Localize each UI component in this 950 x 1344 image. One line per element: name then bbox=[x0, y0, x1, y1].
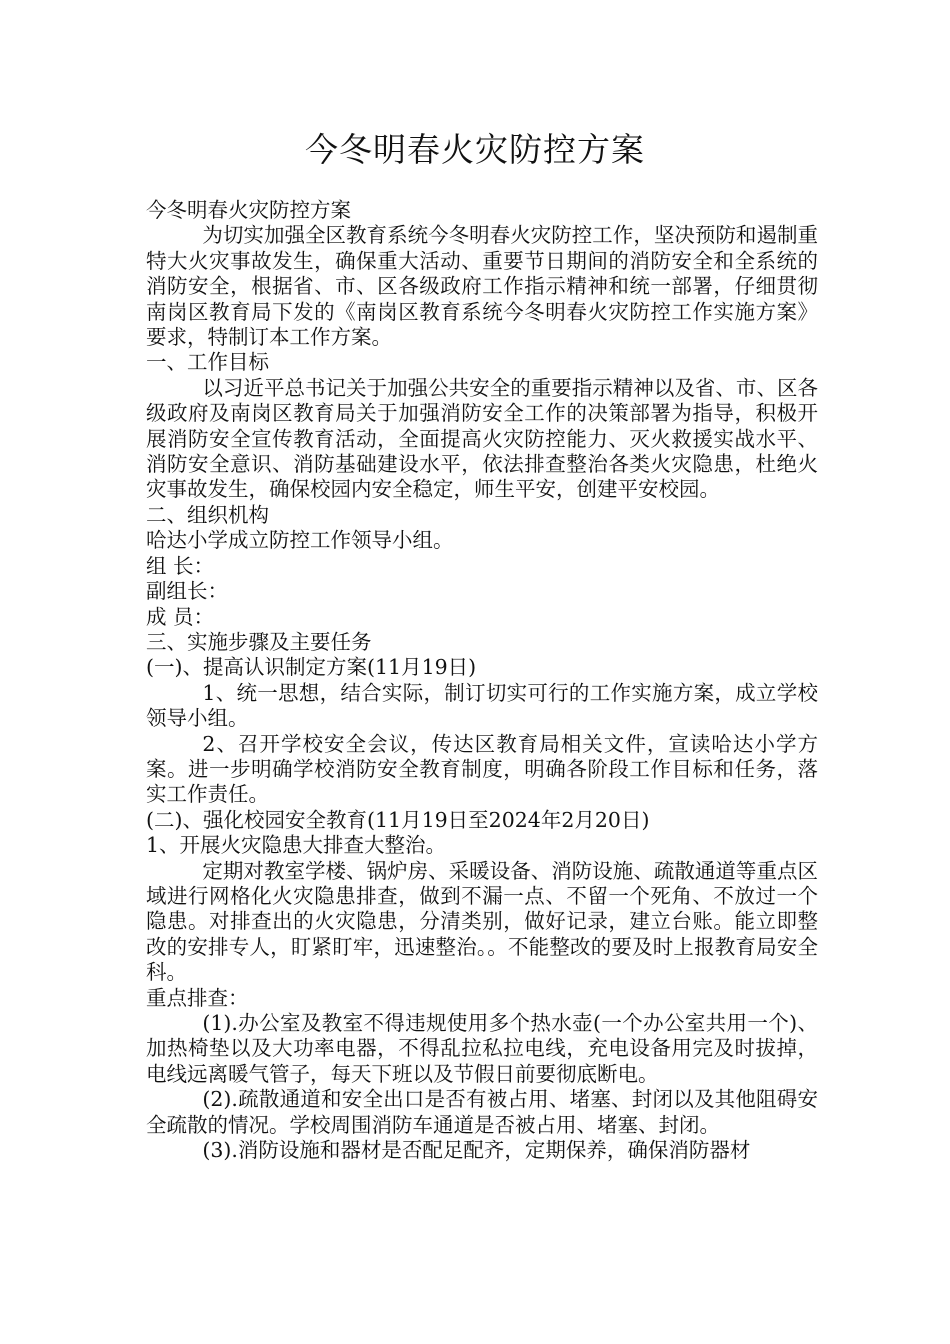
paragraph-goals: 以习近平总书记关于加强公共安全的重要指示精神以及省、市、区各级政府及南岗区教育局关于加强消防安全工作的决策部署为指导，积极开展消防安全宣传教育活动，全面提高火灾防控能力、灭火救援实战水平、消防安全意识、消防基础建设水平，依法排查整治各类火灾隐患，杜绝火灾事故发生，确保校园内安全稳定，师生平安，创建平安校园。 bbox=[146, 375, 818, 502]
section-heading-steps: 三、实施步骤及主要任务 bbox=[146, 629, 372, 654]
paragraph-check-1: (1).办公室及教室不得违规使用多个热水壶(一个办公室共用一个)、加热椅垫以及大功率电器，不得乱拉私拉电线，充电设备用完及时拔掉，电线远离暖气管子，每天下班以及节假日前要彻底断电。 bbox=[146, 1011, 818, 1086]
paragraph-check-3: (3).消防设施和器材是否配足配齐，定期保养，确保消防器材 bbox=[202, 1138, 751, 1163]
role-members: 成 员： bbox=[146, 604, 215, 629]
paragraph-organization: 哈达小学成立防控工作领导小组。 bbox=[146, 528, 454, 553]
subsection-heading-education: (二)、强化校园安全教育(11月19日至2024年2月20日) bbox=[146, 807, 650, 832]
role-deputy-leader: 副组长： bbox=[146, 579, 228, 604]
section-heading-organization: 二、组织机构 bbox=[146, 502, 269, 527]
paragraph-intro: 为切实加强全区教育系统今冬明春火灾防控工作，坚决预防和遏制重特大火灾事故发生，确保重大活动、重要节日期间的消防安全和全系统的消防安全，根据省、市、区各级政府工作指示精神和统一部署，仔细贯彻南岗区教育局下发的《南岗区教育系统今冬明春火灾防控工作实施方案》要求，特制订本工作方案。 bbox=[146, 223, 818, 350]
paragraph-inspection-heading: 1、开展火灾隐患大排查大整治。 bbox=[146, 833, 447, 858]
paragraph-key-checks-heading: 重点排查： bbox=[146, 985, 249, 1010]
paragraph-step-2: 2、召开学校安全会议，传达区教育局相关文件，宣读哈达小学方案。进一步明确学校消防安全教育制度，明确各阶段工作目标和任务，落实工作责任。 bbox=[146, 731, 818, 807]
paragraph-step-1: 1、统一思想，结合实际，制订切实可行的工作实施方案，成立学校领导小组。 bbox=[146, 680, 818, 731]
subsection-heading-awareness: (一)、提高认识制定方案(11月19日) bbox=[146, 655, 477, 680]
paragraph-check-2: (2).疏散通道和安全出口是否有被占用、堵塞、封闭以及其他阻碍安全疏散的情况。学校周围消防车通道是否被占用、堵塞、封闭。 bbox=[146, 1087, 818, 1137]
document-title: 今冬明春火灾防控方案 bbox=[305, 130, 645, 169]
role-leader: 组 长： bbox=[146, 553, 215, 578]
paragraph-subtitle: 今冬明春火灾防控方案 bbox=[146, 198, 351, 222]
document-body bbox=[146, 198, 818, 1163]
section-heading-goals: 一、工作目标 bbox=[146, 350, 269, 375]
paragraph-inspection: 定期对教室学楼、锅炉房、采暖设备、消防设施、疏散通道等重点区域进行网格化火灾隐患排查，做到不漏一点、不留一个死角、不放过一个隐患。对排查出的火灾隐患，分清类别，做好记录，建立台账。能立即整改的安排专人，盯紧盯牢，迅速整治。。不能整改的要及时上报教育局安全科。 bbox=[146, 858, 818, 985]
